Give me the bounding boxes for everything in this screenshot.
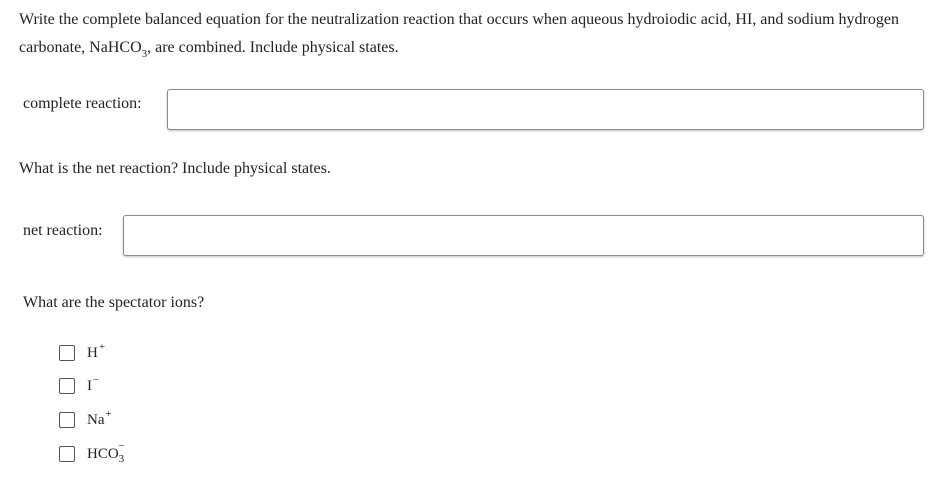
option-i-minus[interactable]	[59, 375, 99, 397]
question-1-text-before: Write the complete balanced equation for the neutralization reaction that occurs when aqueous hydroiodic acid, HI, and sodium hydrogen carbonate, NaHCO	[19, 11, 899, 56]
ion-charge-stack	[118, 439, 127, 465]
question-1-text	[19, 6, 919, 63]
complete-reaction-label: complete reaction:	[23, 95, 142, 112]
ion-base: HCO	[87, 445, 119, 462]
option-label	[87, 439, 127, 465]
ion-charge: −	[93, 373, 100, 386]
question-1-text-after: , are combined. Include physical states.	[147, 39, 399, 56]
checkbox-na-plus[interactable]	[59, 412, 75, 428]
ion-subscript: 3	[118, 452, 125, 465]
net-reaction-input[interactable]	[123, 215, 924, 256]
checkbox-hco3-minus[interactable]	[59, 446, 75, 462]
ion-base: Na	[87, 411, 105, 428]
option-h-plus[interactable]	[59, 342, 105, 364]
formula-subscript: 3	[141, 48, 148, 60]
net-reaction-label: net reaction:	[23, 222, 103, 239]
question-2-text: What is the net reaction? Include physical states.	[19, 160, 331, 177]
ion-charge: +	[98, 340, 106, 353]
ion-base: I	[87, 377, 92, 394]
checkbox-h-plus[interactable]	[59, 345, 75, 361]
complete-reaction-input[interactable]	[167, 89, 924, 130]
option-label	[87, 340, 106, 362]
checkbox-i-minus[interactable]	[59, 378, 75, 394]
option-label	[87, 373, 100, 395]
option-na-plus[interactable]	[59, 409, 112, 431]
ion-base: H	[87, 344, 98, 361]
question-3-text: What are the spectator ions?	[23, 294, 205, 311]
option-hco3-minus[interactable]	[59, 439, 127, 465]
ion-charge: +	[105, 407, 112, 420]
ion-charge: −	[118, 439, 125, 452]
option-label	[87, 407, 112, 429]
